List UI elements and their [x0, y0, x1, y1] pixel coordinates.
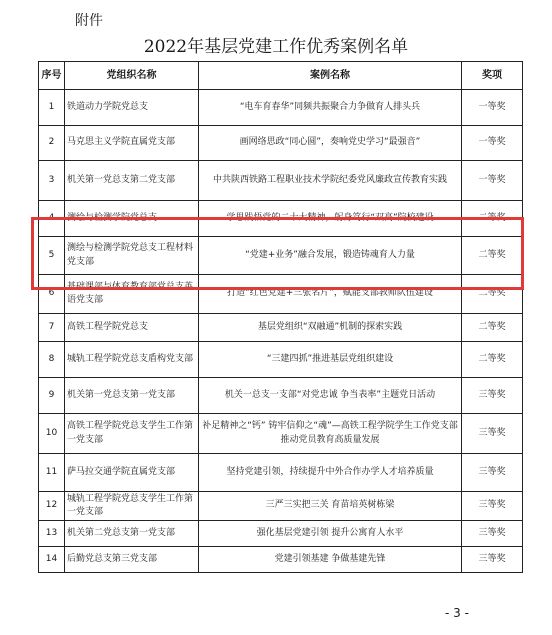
- row-org: 后勤党总支第三党支部: [65, 547, 199, 573]
- row-award: 三等奖: [462, 547, 523, 573]
- row-award: 一等奖: [462, 161, 523, 201]
- header-index: 序号: [39, 62, 65, 90]
- page-number: - 3 -: [445, 606, 469, 620]
- row-case: 打造“红色党建+三张名片”，赋能支部教师队伍建设: [199, 275, 462, 314]
- row-case: 基层党组织“双融通”机制的探索实践: [199, 314, 462, 342]
- table-row: [39, 547, 523, 573]
- row-org: 测绘与检测学院党总支工程材料党支部: [65, 237, 199, 275]
- row-org: 铁道动力学院党总支: [65, 90, 199, 126]
- row-case: 学思践悟党的二十大精神，躬身笃行“双高”院校建设: [199, 201, 462, 237]
- table-row: [39, 342, 523, 378]
- row-org: 机关第一党总支第二党支部: [65, 161, 199, 201]
- row-award: 二等奖: [462, 342, 523, 378]
- row-case: “电车育春华”同频共振聚合力争做育人排头兵: [199, 90, 462, 126]
- attachment-label: 附件: [75, 13, 103, 29]
- row-award: 三等奖: [462, 378, 523, 414]
- row-award: 三等奖: [462, 414, 523, 454]
- table-row: [39, 378, 523, 414]
- row-org: 马克思主义学院直属党支部: [65, 126, 199, 161]
- row-case: “党建+业务”融合发展，锻造铸魂育人力量: [199, 237, 462, 275]
- row-index: 4: [39, 201, 65, 237]
- row-index: 8: [39, 342, 65, 378]
- table-row: [39, 414, 523, 454]
- row-index: 2: [39, 126, 65, 161]
- row-index: 10: [39, 414, 65, 454]
- row-case: 画网络思政“同心圆”，奏响党史学习“最强音”: [199, 126, 462, 161]
- page-title: 2022年基层党建工作优秀案例名单: [143, 37, 409, 57]
- award-table: [38, 61, 523, 573]
- table-row: [39, 126, 523, 161]
- row-org: 机关第二党总支第一党支部: [65, 521, 199, 547]
- row-index: 7: [39, 314, 65, 342]
- row-index: 1: [39, 90, 65, 126]
- row-case: 党建引领基建 争做基建先锋: [199, 547, 462, 573]
- row-award: 一等奖: [462, 126, 523, 161]
- row-index: 9: [39, 378, 65, 414]
- row-award: 一等奖: [462, 90, 523, 126]
- row-case: 机关一总支一支部“对党忠诚 争当表率”主题党日活动: [199, 378, 462, 414]
- row-org: 基础课部与体育教育部党总支英语党支部: [65, 275, 199, 314]
- row-org: 测绘与检测学院党总支: [65, 201, 199, 237]
- row-org: 城轨工程学院党总支盾构党支部: [65, 342, 199, 378]
- row-award: 二等奖: [462, 275, 523, 314]
- row-index: 14: [39, 547, 65, 573]
- row-award: 三等奖: [462, 492, 523, 521]
- row-org: 城轨工程学院党总支学生工作第一党支部: [65, 492, 199, 521]
- row-index: 6: [39, 275, 65, 314]
- row-case: 坚持党建引领，持续提升中外合作办学人才培养质量: [199, 454, 462, 492]
- row-case: 强化基层党建引领 提升公寓育人水平: [199, 521, 462, 547]
- row-award: 三等奖: [462, 521, 523, 547]
- row-award: 二等奖: [462, 237, 523, 275]
- table-row: [39, 90, 523, 126]
- row-index: 13: [39, 521, 65, 547]
- row-case: 补足精神之“钙” 铸牢信仰之“魂”—高铁工程学院学生工作党支部推动党员教育高质量发展: [199, 414, 462, 454]
- table-row: [39, 161, 523, 201]
- table-row: [39, 314, 523, 342]
- header-case: 案例名称: [199, 62, 462, 90]
- table-row: [39, 521, 523, 547]
- row-org: 机关第一党总支第一党支部: [65, 378, 199, 414]
- row-index: 3: [39, 161, 65, 201]
- row-org: 高铁工程学院党总支: [65, 314, 199, 342]
- highlight-box: [31, 217, 524, 290]
- row-index: 12: [39, 492, 65, 521]
- table-row: [39, 454, 523, 492]
- row-award: 二等奖: [462, 314, 523, 342]
- header-org: 党组织名称: [65, 62, 199, 90]
- row-org: 萨马拉交通学院直属党支部: [65, 454, 199, 492]
- row-org: 高铁工程学院党总支学生工作第一党支部: [65, 414, 199, 454]
- row-case: “三建四抓”推进基层党组织建设: [199, 342, 462, 378]
- row-index: 11: [39, 454, 65, 492]
- row-award: 二等奖: [462, 201, 523, 237]
- header-award: 奖项: [462, 62, 523, 90]
- row-award: 三等奖: [462, 454, 523, 492]
- row-case: 中共陕西铁路工程职业技术学院纪委党风廉政宣传教育实践: [199, 161, 462, 201]
- table-row: [39, 492, 523, 521]
- row-case: 三严三实把三关 育苗培英树栋梁: [199, 492, 462, 521]
- table-header-row: [39, 62, 523, 90]
- row-index: 5: [39, 237, 65, 275]
